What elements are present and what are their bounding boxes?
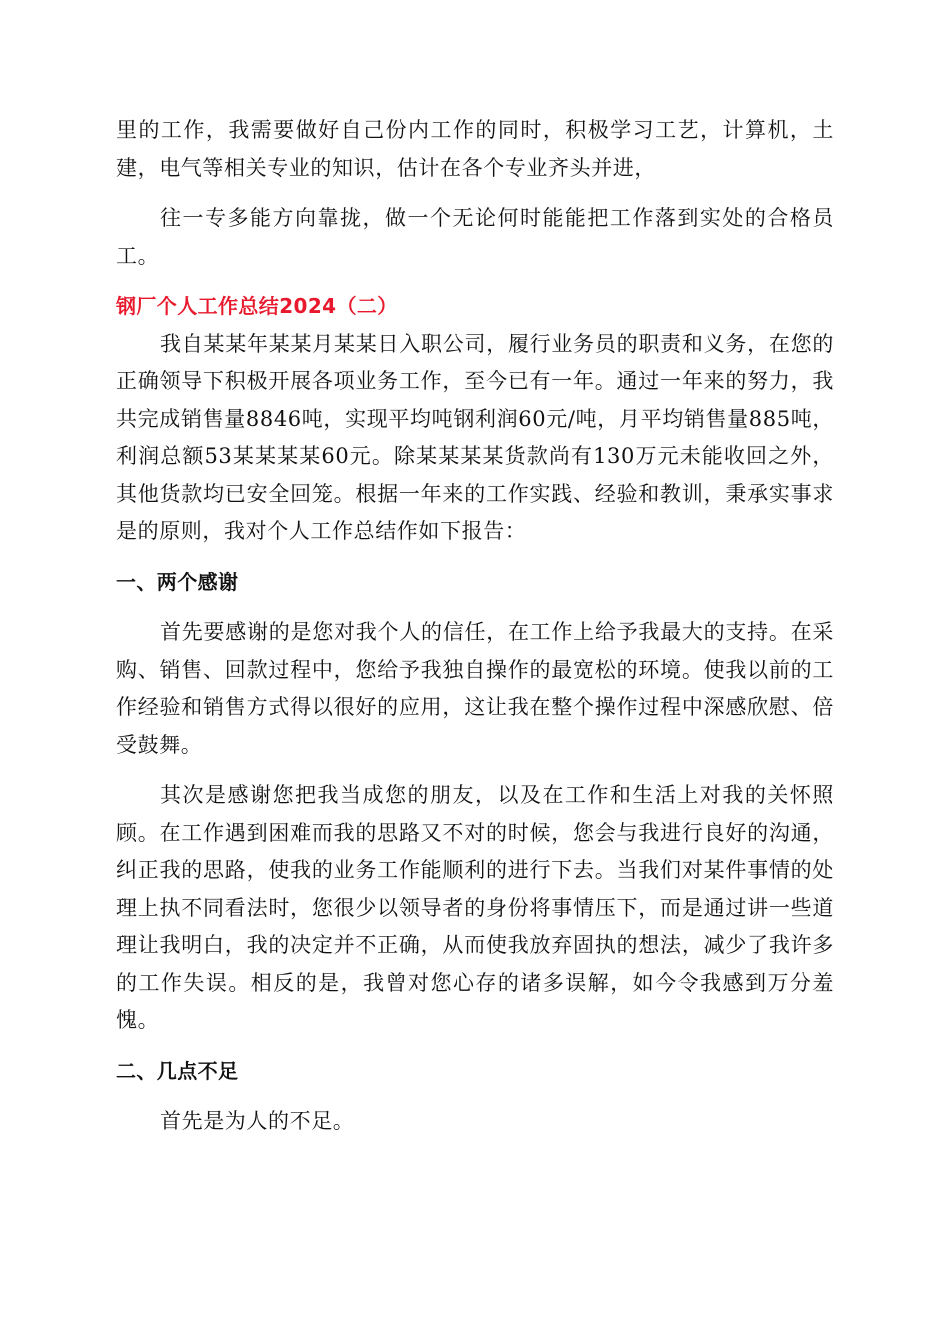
document-body xyxy=(116,112,834,1141)
article-heading: 钢厂个人工作总结2024（二） xyxy=(116,294,398,318)
paragraph-thanks-first: 首先要感谢的是您对我个人的信任，在工作上给予我最大的支持。在采购、销售、回款过程中，您给予我独自操作的最宽松的环境。使我以前的工作经验和销售方式得以很好的应用，这让我在整个操作过程中深感欣慰、倍受鼓舞。 xyxy=(116,620,834,757)
paragraph-shortcoming-first: 首先是为人的不足。 xyxy=(160,1109,355,1133)
section-heading-shortcomings: 二、几点不足 xyxy=(116,1058,239,1083)
paragraph-thanks-second: 其次是感谢您把我当成您的朋友，以及在工作和生活上对我的关怀照顾。在工作遇到困难而我的思路又不对的时候，您会与我进行良好的沟通，纠正我的思路，使我的业务工作能顺利的进行下去。当我们对某件事情的处理上执不同看法时，您很少以领导者的身份将事情压下，而是通过讲一些道理让我明白，我的决定并不正确，从而使我放弃固执的想法，减少了我许多的工作失误。相反的是，我曾对您心存的诸多误解，如今令我感到万分羞愧。 xyxy=(116,783,834,1032)
section-heading-thanks: 一、两个感谢 xyxy=(116,569,239,594)
paragraph-goal: 往一专多能方向靠拢，做一个无论何时能能把工作落到实处的合格员工。 xyxy=(116,206,834,268)
paragraph-intro: 我自某某年某某月某某日入职公司，履行业务员的职责和义务，在您的正确领导下积极开展各项业务工作，至今已有一年。通过一年来的努力，我共完成销售量8846吨，实现平均吨钢利润60元/吨，月平均销售量885吨，利润总额53某某某某60元。除某某某某货款尚有130万元未能收回之外，其他货款均已安全回笼。根据一年来的工作实践、经验和教训，秉承实事求是的原则，我对个人工作总结作如下报告： xyxy=(116,331,834,543)
paragraph-continued: 里的工作，我需要做好自己份内工作的同时，积极学习工艺，计算机，土建，电气等相关专业的知识，估计在各个专业齐头并进， xyxy=(116,118,834,180)
